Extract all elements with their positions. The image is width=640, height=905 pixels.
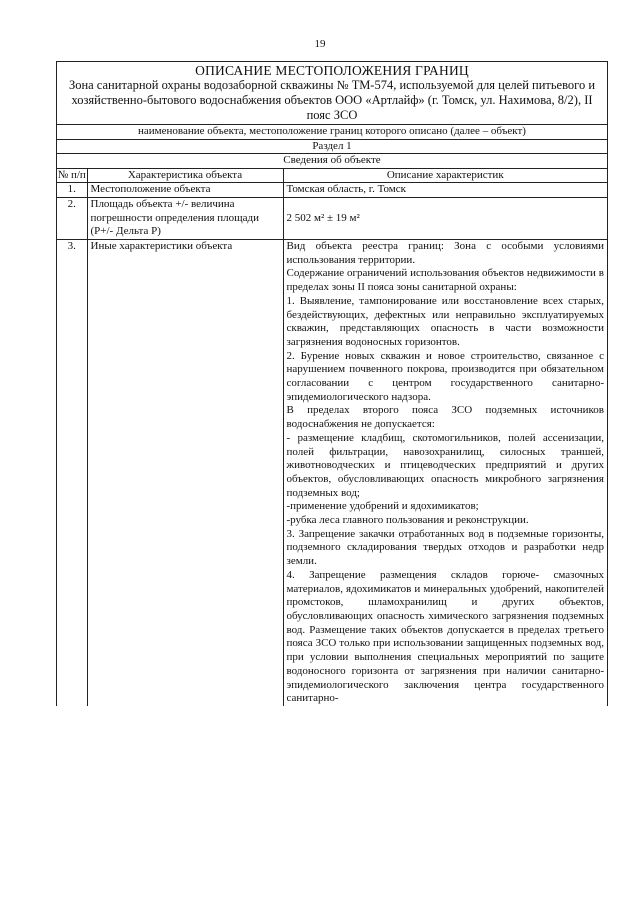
row-number: 2. bbox=[57, 197, 87, 239]
row-characteristic: Площадь объекта +/- величина погрешности определения площади (Р+/- Дельта Р) bbox=[87, 197, 283, 239]
table-header-row bbox=[57, 168, 607, 183]
section-label: Раздел 1 bbox=[57, 139, 607, 154]
description-paragraph: 2 502 м² ± 19 м² bbox=[286, 211, 360, 224]
description-paragraph: 3. Запрещение закачки отработанных вод в подземные горизонты, подземного складирования твердых отходов и разработки недр земли. bbox=[286, 527, 604, 568]
description-paragraph: Вид объекта реестра границ: Зона с особыми условиями использования территории. bbox=[286, 240, 604, 266]
row-description bbox=[283, 183, 607, 198]
document-subtitle: Зона санитарной охраны водозаборной скважины № ТМ-574, используемой для целей питьевого и хозяйственно-бытового водоснабжения объектов ООО «Артлайф» (г. Томск, ул. Нахимова, 8/2), II пояс ЗСО bbox=[68, 78, 596, 122]
row-description bbox=[283, 240, 607, 706]
document-frame bbox=[56, 61, 608, 706]
column-header-characteristic: Характеристика объекта bbox=[87, 168, 283, 183]
column-header-description: Описание характеристик bbox=[283, 168, 607, 183]
document-title: ОПИСАНИЕ МЕСТОПОЛОЖЕНИЯ ГРАНИЦ bbox=[195, 63, 469, 78]
description-paragraph: -рубка леса главного пользования и реконструкции. bbox=[286, 514, 529, 527]
description-paragraph: - размещение кладбищ, скотомогильников, полей ассенизации, полей фильтрации, навозохранилищ, силосных траншей, животноводческих и птицеводческих предприятий и других объектов, обусловливающих опасность микробного загрязнения подземных вод; bbox=[286, 431, 604, 499]
row-description bbox=[283, 197, 607, 239]
column-header-number: № п/п bbox=[57, 168, 87, 183]
table-row bbox=[57, 240, 607, 706]
description-paragraph: -применение удобрений и ядохимикатов; bbox=[286, 500, 479, 513]
row-characteristic: Местоположение объекта bbox=[87, 183, 283, 198]
row-number: 3. bbox=[57, 240, 87, 706]
description-paragraph: В пределах второго пояса ЗСО подземных источников водоснабжения не допускается: bbox=[286, 404, 604, 431]
table-row bbox=[57, 183, 607, 198]
description-paragraph: Томская область, г. Томск bbox=[286, 183, 406, 196]
object-note: наименование объекта, местоположение границ которого описано (далее – объект) bbox=[57, 124, 607, 139]
description-paragraph: Содержание ограничений использования объектов недвижимости в пределах зоны II пояса зоны санитарной охраны: bbox=[286, 267, 604, 294]
object-info-table bbox=[57, 168, 607, 706]
row-characteristic: Иные характеристики объекта bbox=[87, 240, 283, 706]
page-number: 19 bbox=[314, 38, 326, 50]
description-paragraph: 4. Запрещение размещения складов горюче- смазочных материалов, ядохимикатов и минеральных удобрений, накопителей промстоков, шламохранилищ и других объектов, обусловливающих опасность химического загрязнения подземных вод. Размещение таких объектов допускается в пределах третьего пояса ЗСО только при использовании защищенных подземных вод, при условии выполнения специальных мероприятий по защите водоносного горизонта от загрязнения при наличии санитарно- эпидемиологического заключения центра государственного санитарно- bbox=[286, 568, 604, 705]
row-number: 1. bbox=[57, 183, 87, 198]
description-paragraph: 2. Бурение новых скважин и новое строительство, связанное с нарушением почвенного покрова, производится при обязательном согласовании с центром государственного санитарно-эпидемиологического надзора. bbox=[286, 349, 604, 403]
table-row bbox=[57, 197, 607, 239]
section-title: Сведения об объекте bbox=[57, 153, 607, 168]
description-paragraph: 1. Выявление, тампонирование или восстановление всех старых, бездействующих, дефектных или неправильно эксплуатируемых скважин, представляющих опасность в части возможности загрязнения водоносных горизонтов. bbox=[286, 294, 604, 348]
